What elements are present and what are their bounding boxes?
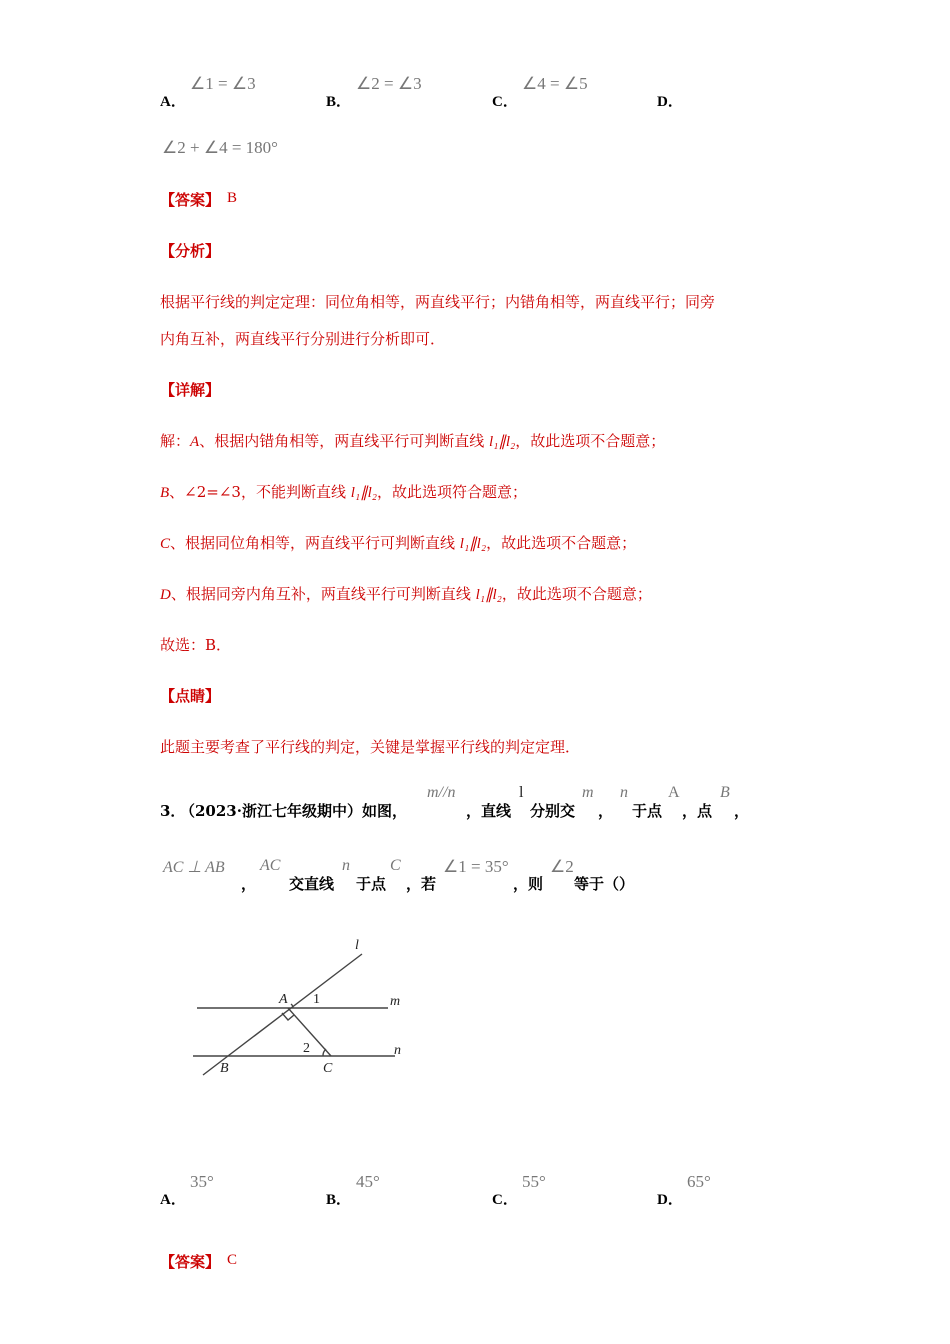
q3-t-comma2: ， (734, 802, 750, 820)
q3-sym-c: C (390, 857, 401, 874)
q3-number: 3． (160, 802, 186, 820)
option-a-expr: ∠1 = ∠3 (190, 74, 256, 93)
q3-t-point: ，点 (682, 802, 713, 820)
option-a-letter: A． (160, 94, 186, 110)
label-l: l (355, 938, 359, 953)
option-b-expr: ∠2 = ∠3 (356, 74, 422, 93)
option-b-letter: B． (326, 94, 352, 110)
q3-t-comma1: ， (598, 802, 614, 820)
q3-source: （2023·浙江七年级期中）如图， (180, 802, 407, 820)
q3-perp: AC ⊥ AB (163, 859, 225, 876)
label-m: m (390, 994, 401, 1009)
answer-value: B (227, 190, 238, 206)
detail-letter: D (160, 587, 171, 603)
option-d-letter: D． (657, 94, 683, 110)
answer-label: 【答案】 (160, 191, 221, 209)
q3-t-equals: 等于（） (574, 875, 635, 893)
q3-t-comma3: ， (241, 875, 257, 893)
detail-letter: C (160, 536, 171, 552)
conclusion: 故选：B． (160, 636, 232, 654)
detail-suffix: ，故此选项不合题意； (501, 585, 652, 603)
q3-option-c-value: 55° (522, 1172, 546, 1191)
q3-t-line: ，直线 (466, 802, 512, 820)
q3-answer-value: C (227, 1252, 238, 1268)
detail-line-d (160, 583, 652, 604)
option-c-letter: C． (492, 94, 518, 110)
q3-option-b-value: 45° (356, 1172, 380, 1191)
label-angle-1: 1 (313, 992, 320, 1007)
detail-label: 【详解】 (160, 381, 221, 399)
detail-rel: l₁∥l₂ (475, 587, 502, 603)
q3-option-d-value: 65° (687, 1172, 711, 1191)
parallel-lines-diagram (185, 935, 425, 1085)
detail-suffix: ，故此选项符合题意； (377, 483, 528, 501)
q3-sym-ac: AC (260, 857, 281, 874)
detail-rel: l₁∥l₂ (488, 434, 516, 450)
detail-text: 、∠2=∠3，不能判断直线 (169, 483, 351, 501)
q3-sym-b: B (720, 784, 730, 801)
q3-option-d-letter: D． (657, 1192, 683, 1208)
detail-letter: B (160, 485, 170, 501)
detail-line-a (160, 430, 665, 451)
q3-sym-m: m (582, 784, 594, 801)
detail-text: 、根据内错角相等，两直线平行可判断直线 (199, 432, 489, 450)
q3-t-at-point2: 于点 (356, 875, 387, 893)
q3-sym-n: n (620, 784, 628, 801)
comment-text: 此题主要考查了平行线的判定，关键是掌握平行线的判定定理． (160, 738, 581, 756)
comment-label: 【点睛】 (160, 687, 221, 705)
q3-t-if: ，若 (406, 875, 437, 893)
q3-m-parallel-n: m//n (427, 784, 456, 801)
option-c-expr: ∠4 = ∠5 (522, 74, 588, 93)
q3-angle2: ∠2 (550, 857, 574, 876)
q3-option-a-value: 35° (190, 1172, 214, 1191)
q3-sym-l: l (519, 784, 524, 801)
detail-line-b (160, 481, 527, 502)
q3-option-c-letter: C． (492, 1192, 518, 1208)
q3-t-intersect: 分别交 (530, 802, 576, 820)
analysis-line-2: 内角互补，两直线平行分别进行分析即可． (160, 330, 446, 348)
detail-text: 、根据同位角相等，两直线平行可判断直线 (170, 534, 460, 552)
label-n: n (394, 1043, 401, 1058)
analysis-label: 【分析】 (160, 242, 221, 260)
q3-t-then: ，则 (513, 875, 544, 893)
label-b: B (220, 1061, 229, 1076)
label-angle-2: 2 (303, 1041, 310, 1056)
detail-suffix: ，故此选项不合题意； (515, 432, 666, 450)
detail-text: 、根据同旁内角互补，两直线平行可判断直线 (170, 585, 476, 603)
label-c: C (323, 1061, 333, 1076)
detail-line-c (160, 532, 636, 553)
detail-letter: A (190, 434, 200, 450)
right-angle-mark (282, 1013, 294, 1020)
detail-prefix: 解： (160, 432, 191, 450)
q3-sym-a: A (668, 784, 680, 801)
detail-rel: l₁∥l₂ (350, 485, 377, 501)
angle-2-arc (323, 1049, 326, 1056)
q3-t-cross-line: 交直线 (289, 875, 335, 893)
analysis-line-1: 根据平行线的判定定理：同位角相等，两直线平行；内错角相等，两直线平行；同旁 (160, 293, 716, 311)
q3-t-at-point: 于点 (632, 802, 663, 820)
option-d-expr: ∠2 + ∠4 = 180° (162, 138, 278, 157)
q3-option-a-letter: A． (160, 1192, 186, 1208)
q3-option-b-letter: B． (326, 1192, 352, 1208)
q3-angle1: ∠1 = 35° (443, 857, 509, 876)
label-a: A (279, 992, 288, 1007)
q3-sym-n2: n (342, 857, 350, 874)
detail-rel: l₁∥l₂ (459, 536, 487, 552)
detail-suffix: ，故此选项不合题意； (486, 534, 637, 552)
q3-answer-label: 【答案】 (160, 1253, 221, 1271)
